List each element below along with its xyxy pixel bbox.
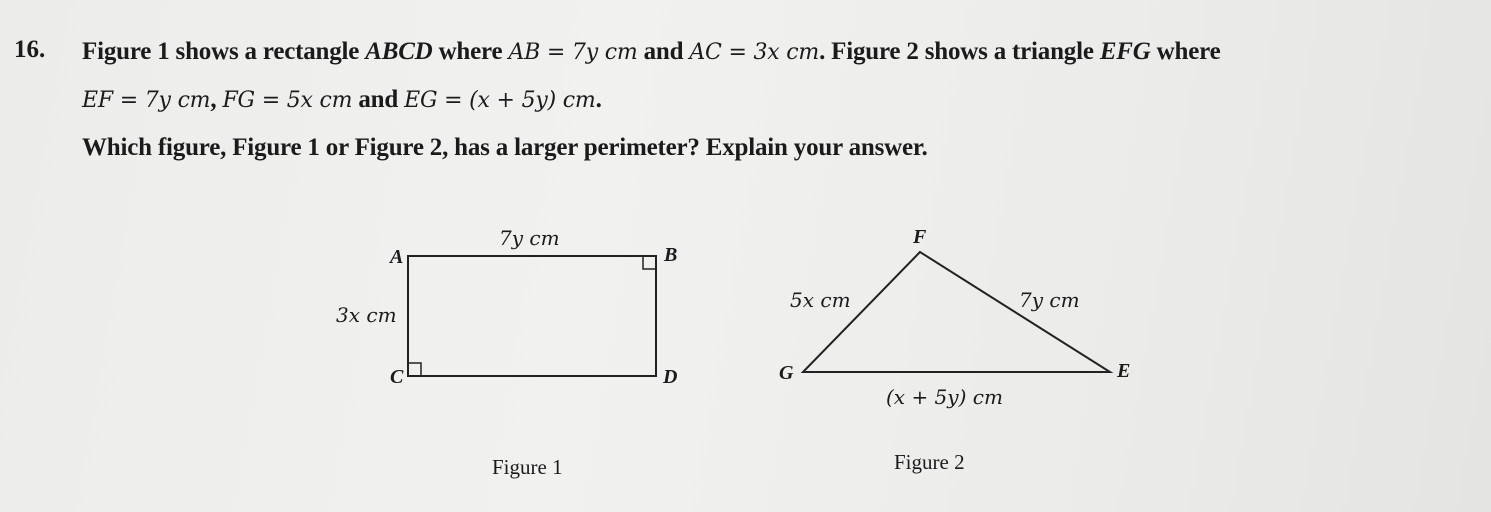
text: and bbox=[637, 38, 690, 65]
text: . bbox=[595, 86, 602, 113]
right-angle-mark-b bbox=[643, 256, 656, 269]
fg-expression: FG = 5x cm bbox=[222, 88, 353, 113]
question-number: 16. bbox=[14, 36, 46, 63]
question-line-3: Which figure, Figure 1 or Figure 2, has a larger perimeter? Explain your answer. bbox=[82, 134, 928, 161]
text: Figure 1 shows a rectangle bbox=[82, 38, 366, 65]
vertex-g-label: G bbox=[779, 362, 794, 384]
side-ab-label: 7y cm bbox=[499, 226, 560, 250]
text: where bbox=[432, 38, 509, 65]
vertex-a-label: A bbox=[390, 246, 404, 268]
side-ge-label: (x + 5y) cm bbox=[886, 385, 1003, 409]
right-angle-mark-c bbox=[408, 363, 421, 376]
triangle-efg bbox=[803, 252, 1110, 372]
text: . Figure 2 shows a triangle bbox=[819, 38, 1100, 65]
text: where bbox=[1150, 38, 1221, 65]
vertex-b-label: B bbox=[664, 244, 678, 266]
figure-1-caption: Figure 1 bbox=[492, 455, 563, 479]
ab-expression: AB = 7y cm bbox=[508, 40, 638, 65]
side-ac-label: 3x cm bbox=[336, 303, 397, 327]
side-fe-label: 7y cm bbox=[1019, 288, 1080, 312]
eg-expression: EG = (x + 5y) cm bbox=[404, 88, 596, 113]
vertex-d-label: D bbox=[663, 366, 678, 388]
side-fg-label: 5x cm bbox=[790, 288, 851, 312]
ef-expression: EF = 7y cm bbox=[82, 88, 211, 113]
figure-2-caption: Figure 2 bbox=[894, 450, 965, 474]
text: , bbox=[210, 86, 223, 113]
vertex-f-label: F bbox=[913, 226, 927, 248]
vertex-c-label: C bbox=[390, 366, 404, 388]
ac-expression: AC = 3x cm bbox=[689, 40, 820, 65]
text: and bbox=[352, 86, 405, 113]
rectangle-abcd bbox=[408, 256, 656, 376]
triangle-name: EFG bbox=[1099, 38, 1151, 65]
rectangle-name: ABCD bbox=[365, 38, 433, 65]
vertex-e-label: E bbox=[1117, 360, 1131, 382]
